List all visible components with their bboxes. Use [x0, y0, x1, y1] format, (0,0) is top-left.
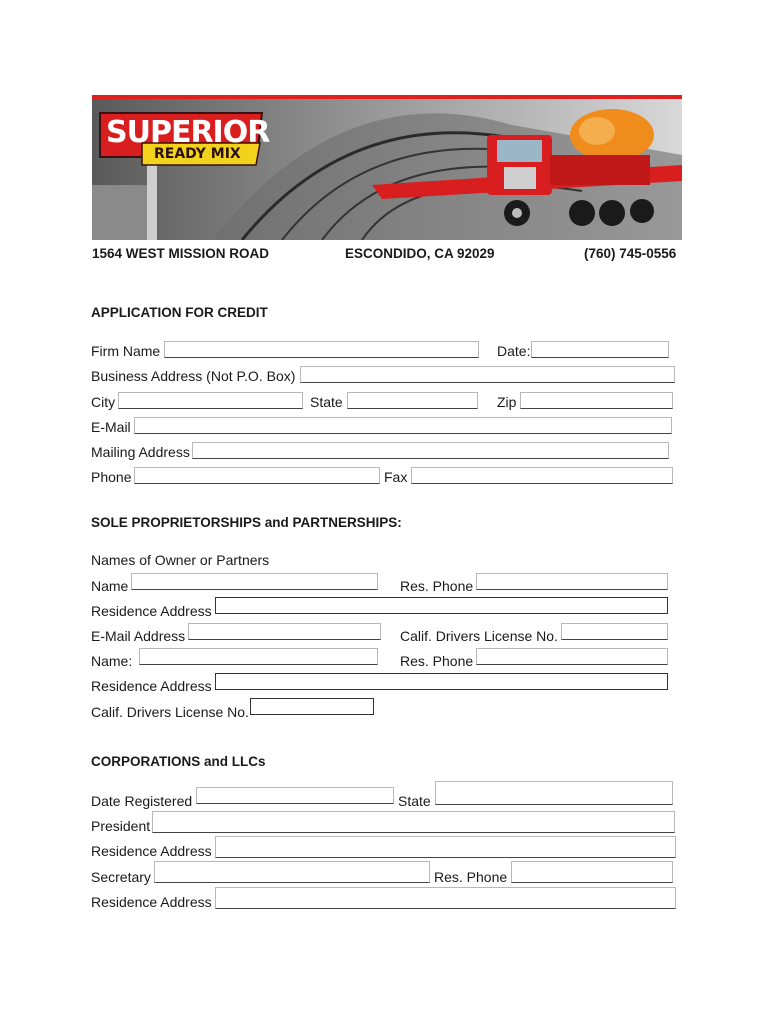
partner-name-field[interactable]: [139, 648, 378, 665]
partner-name-label: Name:: [91, 653, 133, 669]
license-2-label: Calif. Drivers License No.: [91, 704, 249, 720]
residence-address-field[interactable]: [215, 597, 668, 614]
fax-field[interactable]: [411, 467, 673, 484]
city-label: City: [91, 394, 116, 410]
logo-primary-text: SUPERIOR: [106, 115, 270, 150]
firm-name-label: Firm Name: [91, 343, 161, 359]
corp-state-field[interactable]: [435, 781, 673, 805]
corp-title: CORPORATIONS and LLCs: [91, 754, 266, 769]
license-label: Calif. Drivers License No.: [400, 628, 558, 644]
license-2-field[interactable]: [250, 698, 374, 715]
owner-name-label: Name: [91, 578, 129, 594]
president-label: President: [91, 818, 151, 834]
zip-field[interactable]: [520, 392, 673, 409]
names-header: Names of Owner or Partners: [91, 552, 270, 568]
company-city: ESCONDIDO, CA 92029: [345, 246, 495, 261]
header-banner: [92, 95, 682, 240]
corp-residence-address-2-field[interactable]: [215, 887, 676, 909]
secretary-field[interactable]: [154, 861, 430, 883]
state-field[interactable]: [347, 392, 478, 409]
firm-name-field[interactable]: [164, 341, 479, 358]
residence-address-2-field[interactable]: [215, 673, 668, 690]
secretary-label: Secretary: [91, 869, 151, 885]
residence-address-label: Residence Address: [91, 603, 212, 619]
res-phone-2-field[interactable]: [476, 648, 668, 665]
res-phone-field[interactable]: [476, 573, 668, 590]
company-address: 1564 WEST MISSION ROAD: [92, 246, 270, 261]
phone-label: Phone: [91, 469, 132, 485]
corp-res-phone-label: Res. Phone: [434, 869, 508, 885]
email-field[interactable]: [134, 417, 672, 434]
res-phone-2-label: Res. Phone: [400, 653, 474, 669]
license-field[interactable]: [561, 623, 668, 640]
state-label: State: [310, 394, 343, 410]
company-phone: (760) 745-0556: [584, 246, 677, 261]
res-phone-label: Res. Phone: [400, 578, 474, 594]
mailing-address-field[interactable]: [192, 442, 669, 459]
phone-field[interactable]: [134, 467, 380, 484]
date-field[interactable]: [531, 341, 669, 358]
fax-label: Fax: [384, 469, 408, 485]
email-label: E-Mail: [91, 419, 131, 435]
corp-residence-address-field[interactable]: [215, 836, 676, 858]
business-address-label: Business Address (Not P.O. Box): [91, 368, 296, 384]
date-registered-label: Date Registered: [91, 793, 193, 809]
corp-state-label: State: [398, 793, 431, 809]
sole-title: SOLE PROPRIETORSHIPS and PARTNERSHIPS:: [91, 515, 402, 530]
zip-label: Zip: [497, 394, 517, 410]
mailing-address-label: Mailing Address: [91, 444, 190, 460]
corp-residence-address-label: Residence Address: [91, 843, 212, 859]
date-label: Date:: [497, 343, 531, 359]
logo-secondary-text: READY MIX: [154, 146, 241, 162]
residence-address-2-label: Residence Address: [91, 678, 212, 694]
application-title: APPLICATION FOR CREDIT: [91, 305, 268, 320]
city-field[interactable]: [118, 392, 303, 409]
owner-name-field[interactable]: [131, 573, 378, 590]
email-address-field[interactable]: [188, 623, 381, 640]
corp-res-phone-field[interactable]: [511, 861, 673, 883]
email-address-label: E-Mail Address: [91, 628, 186, 644]
date-registered-field[interactable]: [196, 787, 394, 804]
president-field[interactable]: [152, 811, 675, 833]
business-address-field[interactable]: [300, 366, 675, 383]
corp-residence-address-2-label: Residence Address: [91, 894, 212, 910]
